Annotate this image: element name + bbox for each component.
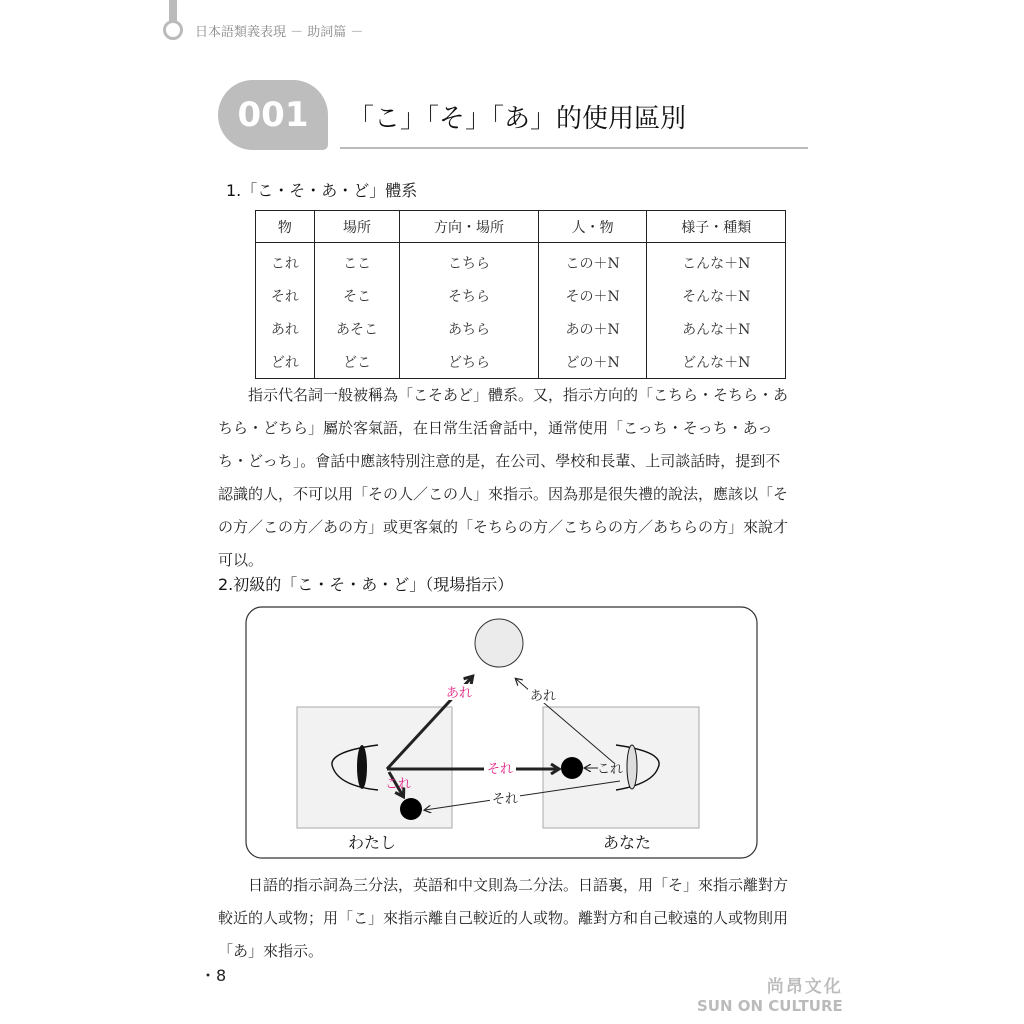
paragraph-1 xyxy=(218,379,818,577)
listener-kore-label: これ xyxy=(596,762,624,777)
publisher-name-zh: 尚昂文化 xyxy=(766,977,843,997)
publisher-logo xyxy=(697,972,843,1015)
paragraph-line: ち・どっち」。會話中應該特別注意的是，在公司、學校和長輩、上司談話時，提到不 xyxy=(218,452,781,470)
table-cell: どこ xyxy=(314,345,399,379)
table-cell: あれ xyxy=(256,312,315,345)
speaker-sore-label: それ xyxy=(486,762,514,777)
table-cell: ここ xyxy=(314,243,399,280)
table-cell: あちら xyxy=(400,312,539,345)
paragraph-line: 「あ」來指示。 xyxy=(218,942,324,960)
paragraph-line: 可以。 xyxy=(218,551,264,569)
listener-sore-label: それ xyxy=(491,792,519,807)
lesson-title: 「こ」「そ」「あ」的使用區別 xyxy=(348,104,687,134)
table-cell: どれ xyxy=(256,345,315,379)
section-heading-1: 1.「こ・そ・あ・ど」體系 xyxy=(226,181,418,200)
column-header: 人・物 xyxy=(538,211,647,243)
paragraph-line: 指示代名詞一般被稱為「こそあど」體系。又，指示方向的「こちら・そちら・あ xyxy=(218,386,789,404)
far-object xyxy=(475,619,523,667)
paragraph-line: 較近的人或物；用「こ」來指示離自己較近的人或物。離對方和自己較遠的人或物則用 xyxy=(218,909,789,927)
running-title: 日本語類義表現 － 助詞篇 － xyxy=(195,25,364,40)
table-cell: これ xyxy=(256,243,315,280)
speaker-are-label: あれ xyxy=(445,686,473,701)
table-header-row xyxy=(256,211,786,243)
lesson-number-badge: 001 xyxy=(218,80,328,150)
deixis-diagram xyxy=(245,606,759,860)
table-cell: どんな＋N xyxy=(647,345,786,379)
page-number: ・8 xyxy=(200,966,227,985)
table-cell: そこ xyxy=(314,279,399,312)
mid-object xyxy=(561,757,583,779)
speaker-label: わたし xyxy=(347,833,397,852)
paragraph-line: ちら・どちら」屬於客氣語，在日常生活會話中，通常使用「こっち・そっち・あっ xyxy=(218,419,773,437)
kosoado-table xyxy=(255,210,786,379)
table-row xyxy=(256,279,786,312)
column-header: 場所 xyxy=(314,211,399,243)
table-row xyxy=(256,312,786,345)
table-row xyxy=(256,243,786,280)
header-ring-icon xyxy=(163,20,183,40)
column-header: 様子・種類 xyxy=(647,211,786,243)
paragraph-line: の方／この方／あの方」或更客氣的「そちらの方／こちらの方／あちらの方」來說才 xyxy=(218,518,789,536)
table-cell: あそこ xyxy=(314,312,399,345)
table-cell: それ xyxy=(256,279,315,312)
table-body xyxy=(256,243,786,379)
paragraph-2 xyxy=(218,869,818,968)
speaker-kore-label: これ xyxy=(384,777,412,792)
listener-label: あなた xyxy=(602,833,652,852)
table-cell: この＋N xyxy=(538,243,647,280)
paragraph-line: 日語的指示詞為三分法，英語和中文則為二分法。日語裏，用「そ」來指示離對方 xyxy=(218,876,789,894)
listener-are-label: あれ xyxy=(529,689,557,704)
column-header: 物 xyxy=(256,211,315,243)
paragraph-line: 認識的人，不可以用「その人／この人」來指示。因為那是很失禮的說法，應該以「そ xyxy=(218,485,789,503)
table-cell: こんな＋N xyxy=(647,243,786,280)
table-cell: こちら xyxy=(400,243,539,280)
table-cell: あの＋N xyxy=(538,312,647,345)
near-object xyxy=(400,798,422,820)
table-cell: その＋N xyxy=(538,279,647,312)
table-cell: そちら xyxy=(400,279,539,312)
table-cell: どちら xyxy=(400,345,539,379)
table-cell: あんな＋N xyxy=(647,312,786,345)
section-heading-2: 2.初級的「こ・そ・あ・ど」（現場指示） xyxy=(218,575,514,594)
publisher-name-en: SUN ON CULTURE xyxy=(697,997,843,1015)
column-header: 方向・場所 xyxy=(400,211,539,243)
title-underline xyxy=(340,147,808,149)
table-cell: そんな＋N xyxy=(647,279,786,312)
table-row xyxy=(256,345,786,379)
table-cell: どの＋N xyxy=(538,345,647,379)
header-tab-line xyxy=(169,0,177,22)
